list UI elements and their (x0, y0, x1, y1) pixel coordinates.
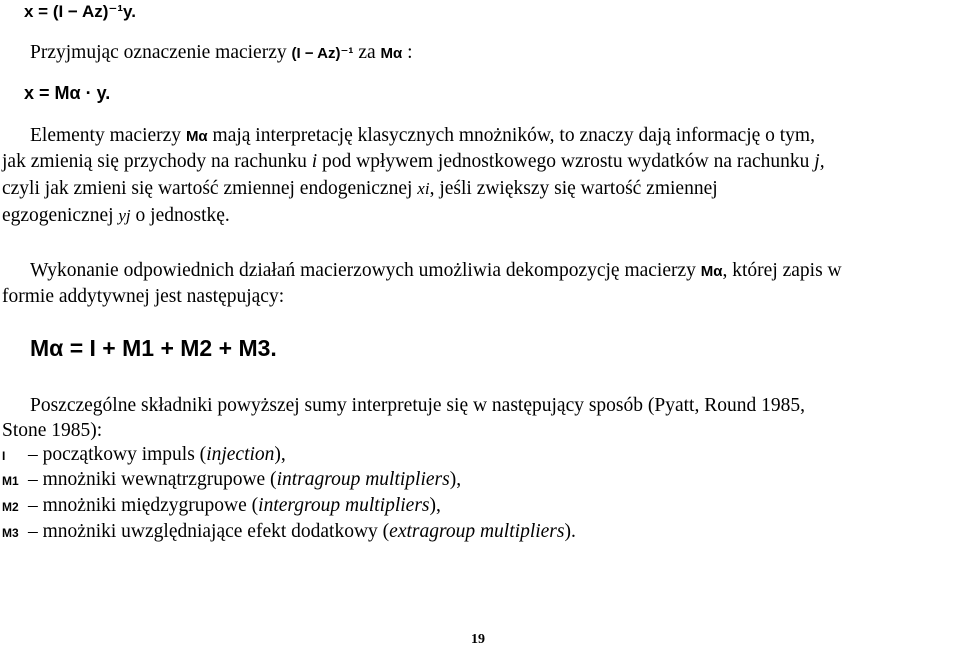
elements-var-xi: xi (417, 179, 430, 198)
paragraph-elements-line-2 (2, 150, 825, 174)
legend-text: mnożniki uwzględniające efekt dodatkowy ( (42, 521, 390, 542)
elements-line-4-b: o jednostkę. (135, 205, 230, 226)
legend-term: intragroup multipliers (276, 469, 450, 490)
legend-text: mnożniki wewnątrzgrupowe ( (42, 469, 277, 490)
legend-close: ), (429, 495, 441, 516)
page-number: 19 (471, 632, 485, 647)
paragraph-decomposition-line-1 (30, 259, 842, 284)
formula-inverse-text: x = (I − Az)⁻¹y. (24, 2, 136, 21)
formula-inverse (24, 2, 136, 22)
legend-symbol-m3: M3 (2, 526, 19, 540)
legend-dash: – (28, 444, 38, 465)
decomposition-line-1-a: Wykonanie odpowiednich działań macierzowych umożliwia dekompozycję macierzy (30, 260, 696, 281)
legend-item-m2 (2, 494, 441, 519)
paragraph-notation (30, 41, 413, 66)
legend-close: ), (274, 444, 286, 465)
notation-symbol-m-alpha: Mα (380, 45, 403, 62)
elements-line-4-a: egzogenicznej (2, 205, 114, 226)
formula-m-alpha-y (24, 83, 110, 104)
elements-line-3-b: , jeśli zwiększy się wartość zmiennej (429, 178, 718, 199)
components-line-1: Poszczególne składniki powyższej sumy interpretuje się w następujący sposób (Pyatt, Round 1985, (30, 395, 805, 416)
paragraph-components-line-2 (2, 419, 102, 443)
components-line-2: Stone 1985): (2, 420, 103, 441)
elements-var-i: i (311, 151, 318, 172)
legend-text: mnożniki międzygrupowe ( (42, 495, 259, 516)
formula-decomposition-text: Mα = I + M1 + M2 + M3. (30, 335, 277, 361)
decomposition-line-1-b: , której zapis w (722, 260, 842, 281)
legend-close: ), (449, 469, 462, 490)
legend-symbol-m2: M2 (2, 500, 19, 514)
formula-decomposition (30, 335, 277, 362)
legend-term: intergroup multipliers (258, 495, 430, 516)
paragraph-decomposition-line-2 (2, 285, 284, 309)
paragraph-elements-line-1 (30, 124, 815, 149)
legend-symbol-m1: M1 (2, 474, 19, 488)
decomposition-symbol-m-alpha: Mα (700, 263, 723, 280)
elements-line-3-a: czyli jak zmieni się wartość zmiennej endogenicznej (2, 178, 413, 199)
legend-dash: – (28, 521, 38, 542)
elements-var-j: j, (814, 151, 825, 172)
legend-dash: – (28, 469, 38, 490)
legend-close: ). (564, 521, 576, 542)
notation-lead-text: Przyjmując oznaczenie macierzy (30, 42, 287, 63)
decomposition-line-2: formie addytywnej jest następujący: (2, 286, 285, 307)
notation-symbol-inverse: (I − Az)⁻¹ (291, 45, 354, 62)
notation-mid-text: za (358, 42, 376, 63)
legend-item-m3 (2, 520, 576, 545)
paragraph-components-line-1 (30, 394, 805, 418)
legend-symbol-i: I (2, 449, 6, 463)
legend-dash: – (28, 495, 38, 516)
legend-term: injection (206, 444, 275, 465)
elements-line-1-b: mają interpretację klasycznych mnożników, to znaczy dają informację o tym, (212, 125, 815, 146)
elements-line-1-a: Elementy macierzy (30, 125, 182, 146)
paragraph-elements-line-4 (2, 204, 230, 228)
elements-symbol-m-alpha: Mα (185, 128, 208, 145)
elements-var-yj: yj (118, 206, 131, 225)
legend-item-impulse (2, 443, 286, 468)
legend-term: extragroup multipliers (389, 521, 565, 542)
formula-m-alpha-y-text: x = Mα · y. (24, 83, 111, 103)
paragraph-elements-line-3 (2, 177, 718, 201)
notation-end-text: : (407, 42, 413, 63)
legend-item-m1 (2, 468, 461, 493)
elements-line-2-a: jak zmienią się przychody na rachunku (2, 151, 307, 172)
legend-text: początkowy impuls ( (42, 444, 207, 465)
elements-line-2-b: pod wpływem jednostkowego wzrostu wydatków na rachunku (322, 151, 810, 172)
